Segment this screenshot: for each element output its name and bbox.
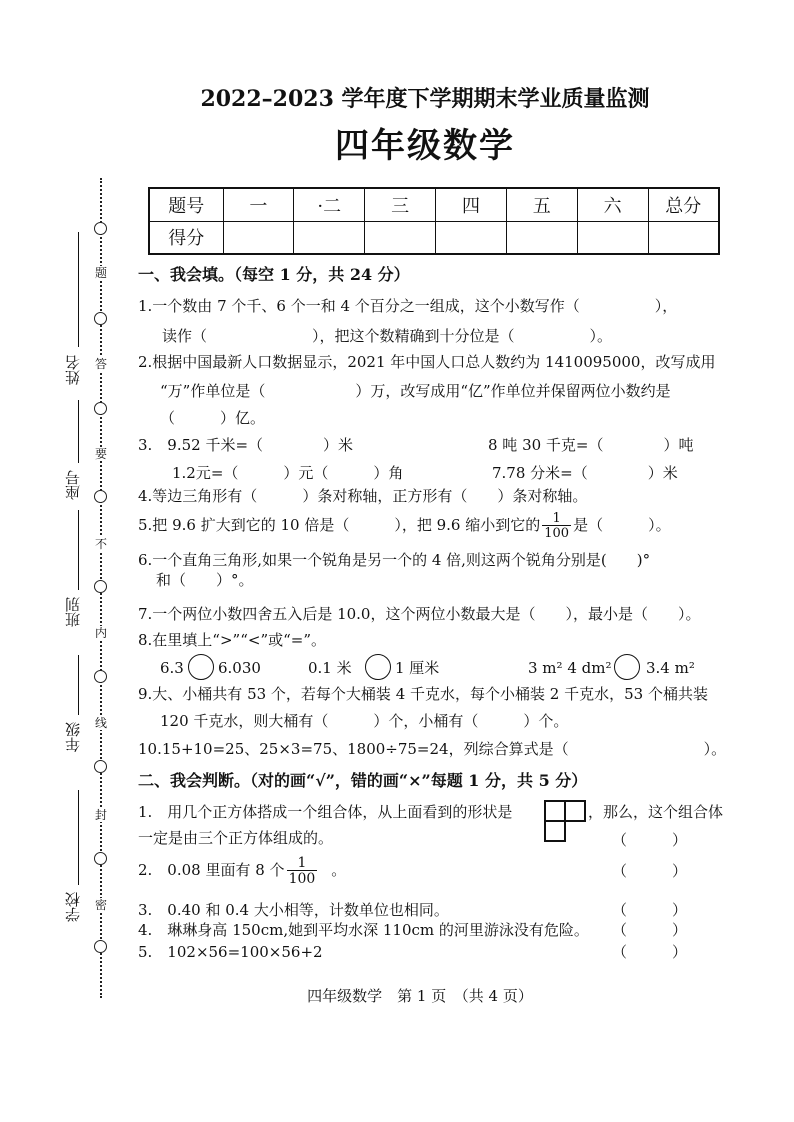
score-input-cell[interactable] xyxy=(506,221,577,254)
question-7: 7.一个两位小数四舍五入后是 10.0，这个两位小数最大是（ ），最小是（ ）。 xyxy=(138,605,701,623)
seal-char: 封 xyxy=(94,808,107,822)
question-8: 8.在里填上“>”“<”或“=”。 xyxy=(138,631,327,649)
seal-char: 线 xyxy=(94,716,107,730)
seat-label: 座号 xyxy=(64,470,82,500)
school-line xyxy=(78,790,79,885)
question-1-line-2: 读作（ ），把这个数精确到十分位是（ ）。 xyxy=(162,327,613,345)
fraction-numerator: 1 xyxy=(552,511,561,526)
question-5-text-post: 是（ ）。 xyxy=(573,516,671,534)
class-line xyxy=(78,510,79,590)
question-3-left-1: 3. 9.52 千米=（ ）米 xyxy=(138,436,354,454)
question-2-line-2: “万”作单位是（ ）万，改写成用“亿”作单位并保留两位小数约是 xyxy=(160,382,671,400)
compare-item: 0.1 米 xyxy=(308,659,352,677)
question-2-line-3: （ ）亿。 xyxy=(160,409,266,427)
question-5-text-pre: 5.把 9.6 扩大到它的 10 倍是（ ），把 9.6 缩小到它的 xyxy=(138,516,541,534)
score-table-cell: 题号 xyxy=(149,188,223,221)
score-input-cell[interactable] xyxy=(577,221,648,254)
score-input-cell[interactable] xyxy=(223,221,294,254)
binding-hole xyxy=(94,760,107,773)
compare-item: 6.030 xyxy=(218,659,261,677)
compare-circle-blank[interactable] xyxy=(614,654,640,680)
score-table-cell: 四 xyxy=(436,188,507,221)
compare-circle-blank[interactable] xyxy=(365,654,391,680)
score-input-cell[interactable] xyxy=(294,221,365,254)
fraction-one-hundredth xyxy=(542,512,571,540)
score-table-cell: 总分 xyxy=(648,188,719,221)
score-table-header-row xyxy=(149,188,719,221)
binding-hole xyxy=(94,580,107,593)
binding-hole xyxy=(94,852,107,865)
judge-2 xyxy=(138,852,346,888)
binding-hole xyxy=(94,312,107,325)
judge-2-answer[interactable]: （ ） xyxy=(612,862,688,880)
compare-item: 6.3 xyxy=(160,659,184,677)
school-label: 学校 xyxy=(64,892,82,922)
seal-char: 答 xyxy=(94,357,107,371)
grade-label: 年级 xyxy=(64,722,82,752)
compare-circle-blank[interactable] xyxy=(188,654,214,680)
binding-hole xyxy=(94,222,107,235)
judge-5-answer[interactable]: （ ） xyxy=(612,943,688,961)
fraction-denominator: 100 xyxy=(288,871,316,887)
compare-item: 3 m² 4 dm² xyxy=(528,659,612,677)
fraction-numerator: 1 xyxy=(297,855,307,871)
question-5 xyxy=(138,510,671,540)
page-footer: 四年级数学 第 1 页 （共 4 页） xyxy=(307,987,533,1005)
square-cell xyxy=(564,800,586,822)
question-2-line-1: 2.根据中国最新人口数据显示，2021 年中国人口总人数约为 1410095000，改写成用 xyxy=(138,353,716,371)
judge-2-text-post: 。 xyxy=(331,861,347,879)
name-label: 姓名 xyxy=(64,355,82,385)
question-6-line-2: 和（ ）°。 xyxy=(156,571,254,589)
fraction-one-hundredth xyxy=(287,856,318,886)
judge-4-answer[interactable]: （ ） xyxy=(612,921,688,939)
score-table-cell: ·二 xyxy=(294,188,365,221)
seal-char: 内 xyxy=(94,626,107,640)
judge-5: 5. 102×56=100×56+2 xyxy=(138,943,323,961)
score-table-cell: 得分 xyxy=(149,221,223,254)
question-9-line-1: 9.大、小桶共有 53 个，若每个大桶装 4 千克水，每个小桶装 2 千克水，53 个桶共装 xyxy=(138,685,708,703)
judge-1-answer[interactable]: （ ） xyxy=(612,831,688,849)
seal-char: 要 xyxy=(94,447,107,461)
score-input-cell[interactable] xyxy=(436,221,507,254)
score-table-cell: 五 xyxy=(506,188,577,221)
score-table-score-row xyxy=(149,221,719,254)
judge-1-line-2: 一定是由三个正方体组成的。 xyxy=(138,829,334,847)
judge-3: 3. 0.40 和 0.4 大小相等，计数单位也相同。 xyxy=(138,901,449,919)
question-3-right-1: 8 吨 30 千克=（ ）吨 xyxy=(488,436,694,454)
judge-3-answer[interactable]: （ ） xyxy=(612,901,688,919)
question-3-left-2: 1.2元=（ ）元（ ）角 xyxy=(172,464,404,482)
seal-char: 题 xyxy=(94,266,107,280)
class-label: 班别 xyxy=(64,597,82,627)
judge-2-text-pre: 2. 0.08 里面有 8 个 xyxy=(138,861,285,879)
question-3-right-2: 7.78 分米=（ ）米 xyxy=(492,464,678,482)
seal-char: 密 xyxy=(94,898,107,912)
binding-margin xyxy=(0,0,130,1122)
grade-line xyxy=(78,655,79,715)
top-view-shape-icon xyxy=(544,800,586,842)
score-table-cell: 一 xyxy=(223,188,294,221)
exam-title: 2022–2023 学年度下学期期末学业质量监测 xyxy=(200,86,650,112)
exam-subject: 四年级数学 xyxy=(335,126,515,166)
binding-hole xyxy=(94,490,107,503)
score-table-cell: 三 xyxy=(365,188,436,221)
binding-hole xyxy=(94,670,107,683)
score-input-cell[interactable] xyxy=(648,221,719,254)
seal-char: 不 xyxy=(94,537,107,551)
fraction-denominator: 100 xyxy=(544,526,570,541)
question-4: 4.等边三角形有（ ）条对称轴，正方形有（ ）条对称轴。 xyxy=(138,487,588,505)
question-9-line-2: 120 千克水，则大桶有（ ）个，小桶有（ ）个。 xyxy=(160,712,569,730)
binding-hole xyxy=(94,402,107,415)
square-cell xyxy=(544,820,566,842)
judge-1-line-1-pre: 1. 用几个正方体搭成一个组合体，从上面看到的形状是 xyxy=(138,803,513,821)
question-1-line-1: 1.一个数由 7 个千、6 个一和 4 个百分之一组成，这个小数写作（ ）， xyxy=(138,297,678,315)
name-line xyxy=(78,232,79,347)
compare-item: 1 厘米 xyxy=(395,659,440,677)
section2-heading: 二、我会判断。（对的画“√”，错的画“×”每题 1 分，共 5 分） xyxy=(138,771,588,790)
seat-line xyxy=(78,400,79,463)
compare-item: 3.4 m² xyxy=(646,659,695,677)
binding-hole xyxy=(94,940,107,953)
question-10: 10.15+10=25、25×3=75、1800÷75=24，列综合算式是（ ）。 xyxy=(138,740,727,758)
section1-heading: 一、我会填。（每空 1 分，共 24 分） xyxy=(138,265,410,284)
judge-4: 4. 琳琳身高 150cm,她到平均水深 110cm 的河里游泳没有危险。 xyxy=(138,921,589,939)
square-cell xyxy=(544,800,566,822)
score-table xyxy=(148,187,720,255)
score-input-cell[interactable] xyxy=(365,221,436,254)
judge-1-line-1-post: ，那么，这个组合体 xyxy=(588,803,724,821)
question-6-line-1: 6.一个直角三角形,如果一个锐角是另一个的 4 倍,则这两个锐角分别是( )° xyxy=(138,551,651,569)
score-table-cell: 六 xyxy=(577,188,648,221)
